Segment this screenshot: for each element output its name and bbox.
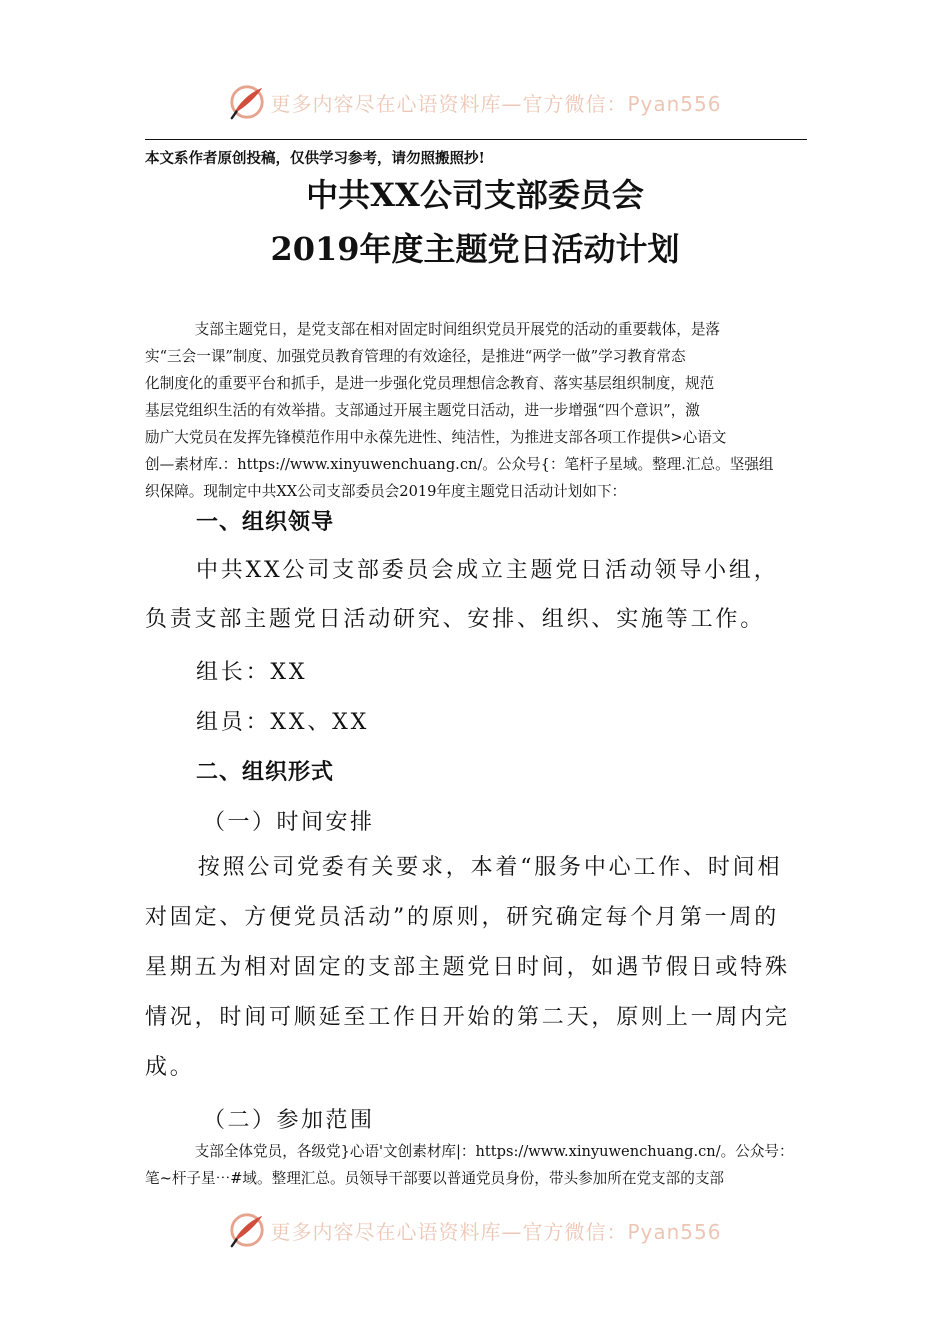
section1-heading: 一、组织领导 [196,509,335,535]
intro-line: 基层党组织生活的有效举措。支部通过开展主题党日活动，进一步增强“四个意识”，激 [145,402,700,419]
time-line: 情况，时间可顺延至工作日开始的第二天，原则上一周内完 [145,1005,790,1030]
intro-line: 励广大党员在发挥先锋模范作用中永葆先进性、纯洁性，为推进支部各项工作提供>心语文 [145,429,727,446]
intro-line: 织保障。现制定中共XX公司支部委员会2019年度主题党日活动计划如下： [145,483,627,500]
bottom-banner [0,1205,950,1255]
intro-line: 支部主题党日，是党支部在相对固定时间组织党员开展党的活动的重要载体，是落 [194,321,721,338]
scope-paragraph [145,1138,807,1192]
intro-line: 创—素材库.：https://www.xinyuwenchuang.cn/。公众号{：笔杆子星域。整理.汇总。坚强组 [145,456,774,473]
section1-paragraph-line2 [145,595,807,645]
section1-text: 负责支部主题党日活动研究、安排、组织、实施等工作。 [145,607,766,632]
document-title-line2: 2019年度主题党日活动计划 [270,230,680,268]
scope-line: 支部全体党员，各级党}心语'文创素材库|：https://www.xinyuwenchuang.cn/。公众号： [194,1143,794,1160]
time-arrangement-paragraph [145,843,807,1093]
subsection-time-heading: （一）时间安排 [203,810,375,835]
intro-line: 实“三会一课”制度、加强党员教育管理的有效途径，是推进“两学一做”学习教育常态 [145,348,686,365]
section2-heading: 二、组织形式 [196,759,335,785]
quill-logo-icon [228,1211,266,1249]
copyright-notice: 本文系作者原创投稿，仅供学习参考，请勿照搬照抄! [145,150,485,167]
time-line: 成。 [145,1055,195,1080]
top-banner-text: 更多内容尽在心语资料库—官方微信：Pyan556 [270,91,722,116]
header-divider [145,139,807,140]
time-line: 对固定、方便党员活动”的原则，研究确定每个月第一周的 [145,905,780,930]
section1-leader: 组长：XX [196,660,308,685]
top-banner [0,77,950,127]
intro-line: 化制度化的重要平台和抓手，是进一步强化党员理想信念教育、落实基层组织制度，规范 [145,375,715,392]
subsection-scope-heading: （二）参加范围 [203,1108,375,1133]
time-line: 星期五为相对固定的支部主题党日时间，如遇节假日或特殊 [145,955,790,980]
scope-line: 笔~杆子星⋯#域。整理汇总。员领导干部要以普通党员身份，带头参加所在党支部的支部 [145,1170,725,1187]
document-title-line1: 中共XX公司支部委员会 [306,176,644,214]
intro-paragraph [145,316,807,505]
section1-members: 组员：XX、XX [196,710,370,735]
bottom-banner-text: 更多内容尽在心语资料库—官方微信：Pyan556 [270,1219,722,1244]
quill-logo-icon [228,83,266,121]
time-line: 按照公司党委有关要求，本着“服务中心工作、时间相 [197,855,783,880]
section1-paragraph-line1: 中共XX公司支部委员会成立主题党日活动领导小组， [196,558,779,583]
